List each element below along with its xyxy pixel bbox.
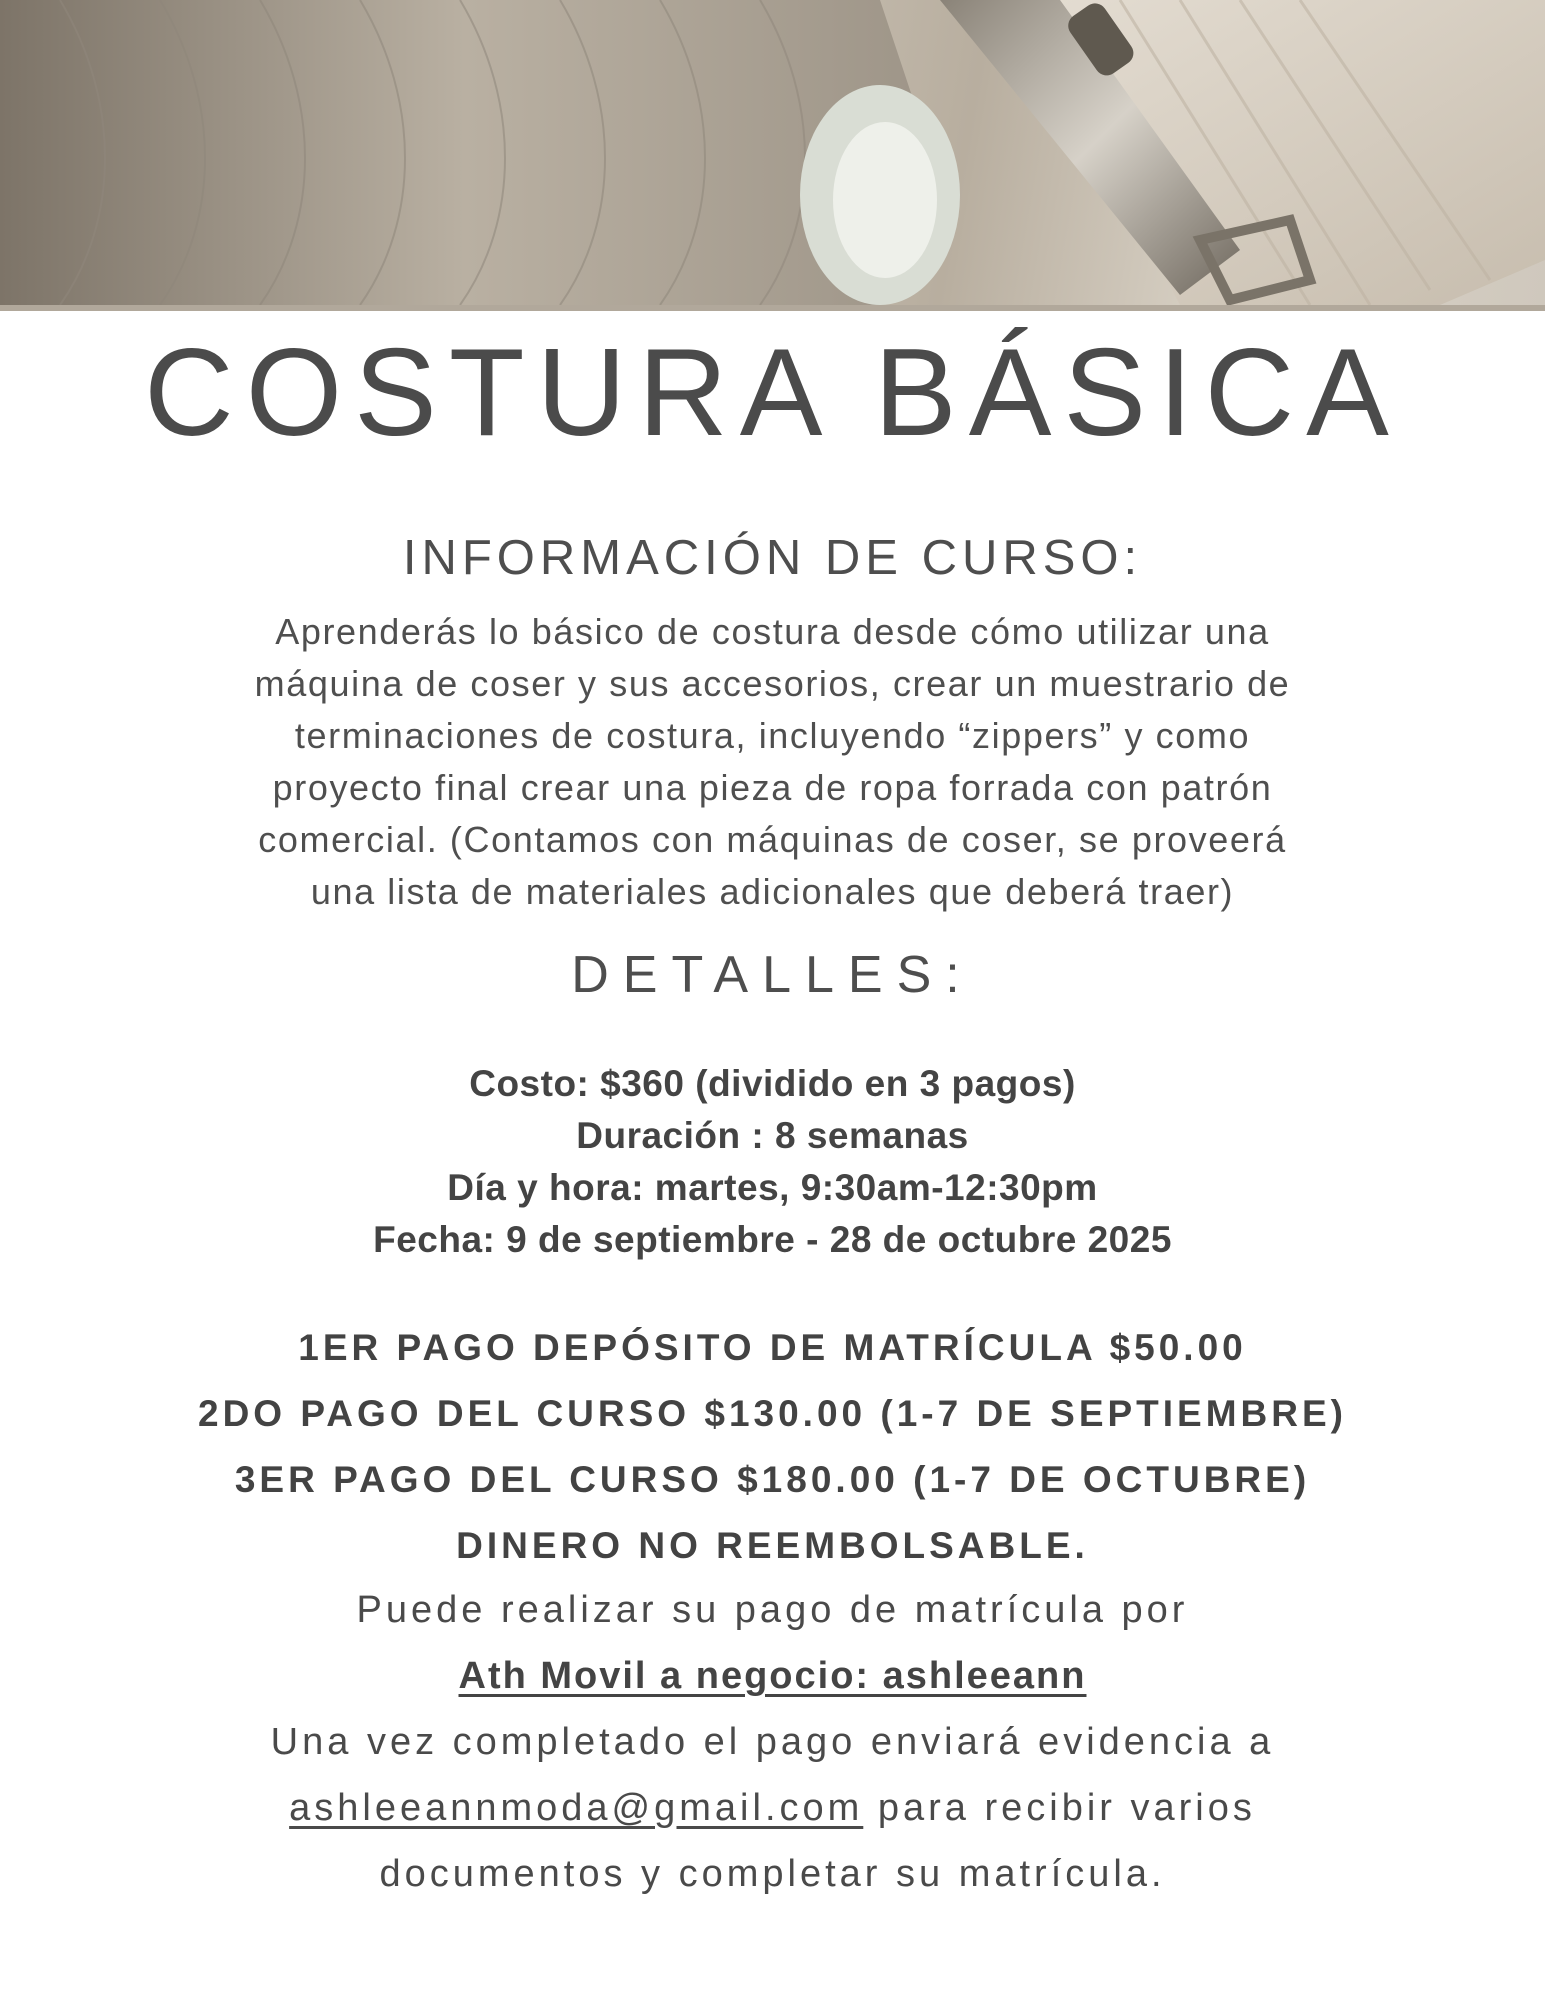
details-heading: DETALLES: <box>571 946 974 1004</box>
details-list <box>0 1058 1545 1266</box>
email-link[interactable]: ashleeannmoda@gmail.com <box>289 1787 864 1829</box>
description-line: proyecto final crear una pieza de ropa forrada con patrón <box>272 767 1273 808</box>
detail-cost: Costo: $360 (dividido en 3 pagos) <box>469 1063 1076 1104</box>
payment-schedule <box>0 1315 1545 1579</box>
detail-schedule: Día y hora: martes, 9:30am-12:30pm <box>447 1167 1098 1208</box>
description-line: máquina de coser y sus accesorios, crear un muestrario de <box>254 663 1291 704</box>
payment-first: 1ER PAGO DEPÓSITO DE MATRÍCULA $50.00 <box>298 1327 1247 1368</box>
payment-instructions <box>0 1577 1545 1907</box>
detail-duration: Duración : 8 semanas <box>576 1115 969 1156</box>
detail-dates: Fecha: 9 de septiembre - 28 de octubre 2025 <box>373 1219 1172 1260</box>
ath-movil-handle: Ath Movil a negocio: ashleeann <box>458 1655 1087 1697</box>
description-line: comercial. (Contamos con máquinas de coser, se proveerá <box>258 819 1287 860</box>
course-info-description <box>120 606 1425 918</box>
header-photo <box>0 0 1545 305</box>
page-title: COSTURA BÁSICA <box>144 324 1401 462</box>
payment-second: 2DO PAGO DEL CURSO $130.00 (1-7 DE SEPTIEMBRE) <box>198 1393 1347 1434</box>
header-divider <box>0 305 1545 311</box>
description-line: una lista de materiales adicionales que deberá traer) <box>310 871 1235 912</box>
course-info-heading: INFORMACIÓN DE CURSO: <box>402 531 1143 585</box>
instructions-line: Puede realizar su pago de matrícula por <box>356 1589 1189 1631</box>
instructions-line: Una vez completado el pago enviará evidencia a <box>270 1721 1275 1763</box>
instructions-line-tail: para recibir varios <box>863 1787 1256 1829</box>
description-line: terminaciones de costura, incluyendo “zippers” y como <box>294 715 1251 756</box>
thread-spool-and-zipper-photo-icon <box>0 0 1545 305</box>
description-line: Aprenderás lo básico de costura desde cómo utilizar una <box>275 611 1270 652</box>
payment-third: 3ER PAGO DEL CURSO $180.00 (1-7 DE OCTUBRE) <box>234 1459 1311 1500</box>
refund-notice: DINERO NO REEMBOLSABLE. <box>456 1525 1089 1566</box>
instructions-line: documentos y completar su matrícula. <box>379 1853 1166 1895</box>
